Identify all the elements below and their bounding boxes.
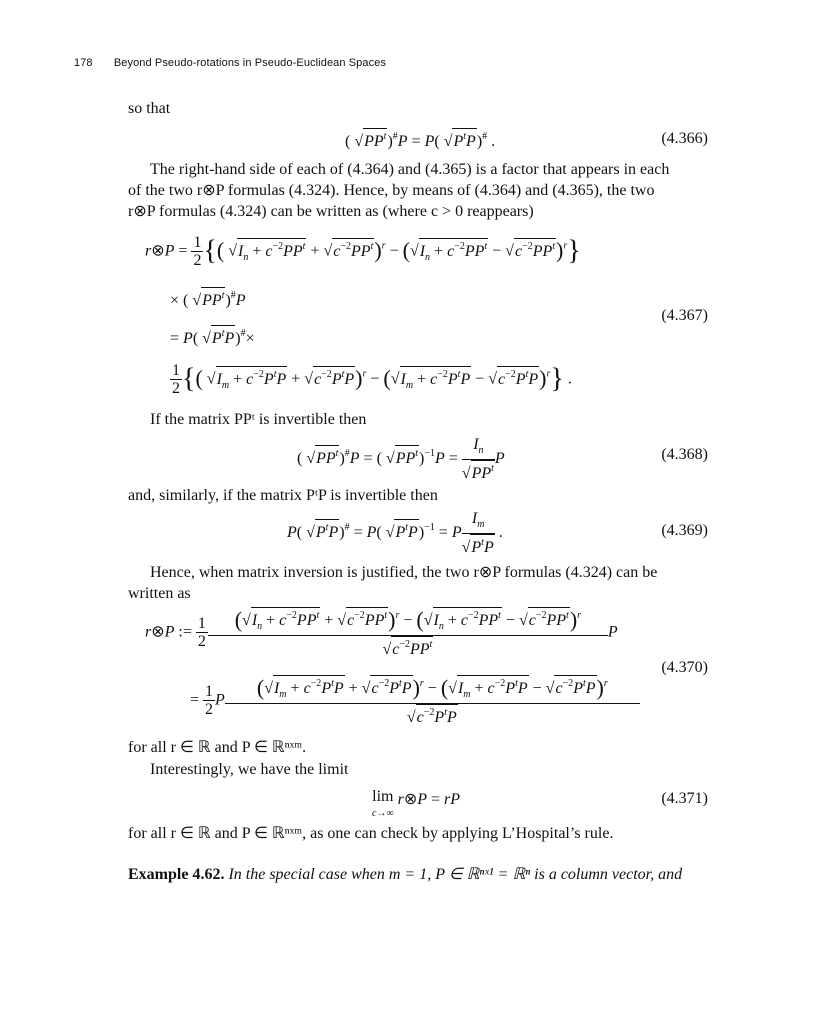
paragraph-line: The right-hand side of each of (4.364) and (4.365) is a factor that appears in each — [150, 161, 670, 178]
text-hence: Hence, when matrix inversion is justified, the two r⊗P formulas (4.324) can be — [150, 564, 658, 581]
example-label: Example 4.62. — [128, 866, 225, 883]
page-number: 178 — [74, 57, 93, 69]
equation-4-370-line1: r⊗P := $\frac{1}{2}$ $\frac{(√I_n + c^{-2}PP^t + √c^{-2}PP^t)^r - (√I_n + c^{-2}PP^t - √c^{-2}PP^t)^r}{√c^{-2}PP^t}$ P — [145, 607, 618, 658]
example-text: In the special case when m = 1, P ∈ ℝⁿˣ¹ = ℝⁿ is a column vector, and — [228, 866, 683, 883]
text-for-all-2: for all r ∈ ℝ and P ∈ ℝⁿˣᵐ, as one can check by applying L’Hospital’s rule. — [128, 825, 614, 842]
eqno-4-368: (4.368) — [661, 446, 708, 463]
running-header — [74, 57, 386, 69]
equation-4-367-line4: $\frac{1}{2}$ {( $√I_m + c^{-2}P^tP + √c^{-2}P^tP)^r - (√I_m + c^{-2}P^tP - √c^{-2}P^tP)^r$} . — [172, 362, 572, 397]
equation-4-367-line2: × ( $√PP^t)^{\#}P$ — [170, 287, 246, 310]
eqno-4-369: (4.369) — [661, 522, 708, 539]
text-for-all-1: for all r ∈ ℝ and P ∈ ℝⁿˣᵐ. — [128, 739, 307, 756]
text-interestingly: Interestingly, we have the limit — [150, 761, 349, 778]
eqno-4-370: (4.370) — [661, 659, 708, 676]
text-written-as: written as — [128, 585, 191, 602]
running-title: Beyond Pseudo-rotations in Pseudo-Euclidean Spaces — [113, 57, 387, 69]
equation-4-367-line3: = P( $√P^tP)^{\#}\times$ — [170, 325, 255, 348]
equation-4-366: ( $√PP^t)^{\#}P = P$( $√P^tP)^{\#}$ . — [345, 128, 495, 151]
text-if-pp-invertible: If the matrix PPᵗ is invertible then — [150, 411, 367, 428]
paragraph-line: r⊗P formulas (4.324) can be written as (where c > 0 reappears) — [128, 203, 534, 220]
equation-4-370-line2: = $\frac{1}{2}$ P $\frac{(√I_m + c^{-2}P^tP + √c^{-2}P^tP)^r - (√I_m + c^{-2}P^tP - √c^{-2}P^tP)^r}{√c^{-2}P^tP}$ — [190, 675, 640, 727]
eqno-4-371: (4.371) — [661, 790, 708, 807]
text-so-that: so that — [128, 100, 171, 117]
eqno-4-366: (4.366) — [661, 130, 708, 147]
equation-4-371: lim c→∞ r⊗P = rP — [372, 788, 461, 819]
equation-4-367-line1: r⊗P = $\frac{1}{2}$ {( $√I_n + c^{-2}PP^t + √c^{-2}PP^t)^r - (√I_n + c^{-2}PP^t - √c^{-2}PP^t)^r$} — [145, 234, 581, 269]
equation-4-368: ( $√PP^t)^{\#}P$ = ( $√PP^t)^{-1}P$ = $\frac{I_n}{√PP^t}$ P — [297, 436, 505, 482]
equation-4-369: P( $√P^tP)^{\#} = P$( $√P^tP)^{-1} = P$ $\frac{I_m}{√P^tP}$ . — [287, 510, 503, 556]
example-4-62 — [128, 865, 682, 885]
eqno-4-367: (4.367) — [661, 307, 708, 324]
paragraph-line: of the two r⊗P formulas (4.324). Hence, by means of (4.364) and (4.365), the two — [128, 182, 655, 199]
text-similarly: and, similarly, if the matrix PᵗP is invertible then — [128, 487, 438, 504]
